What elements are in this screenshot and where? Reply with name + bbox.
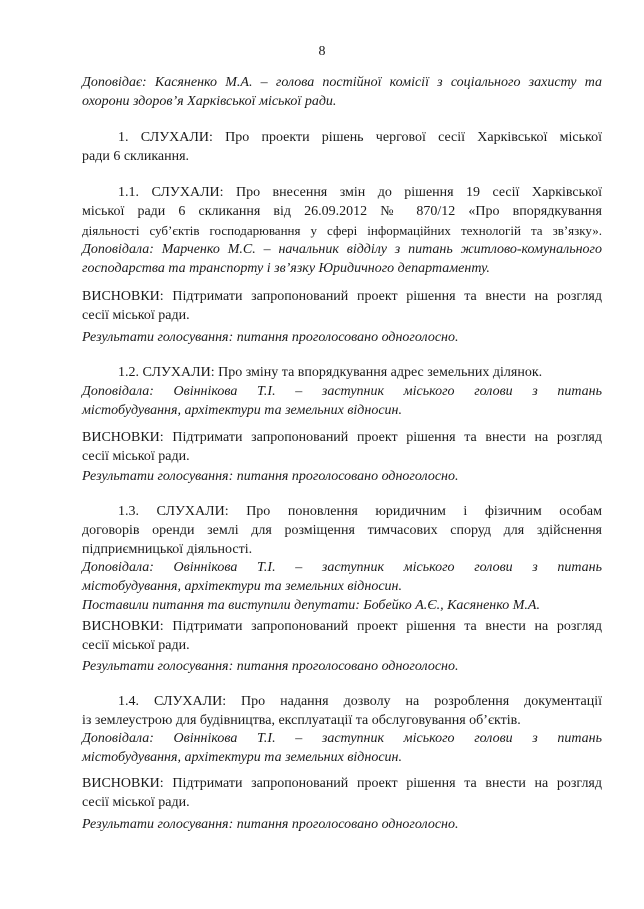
- s11-line-1: 1.1. СЛУХАЛИ: Про внесення змін до рішення 19 сесії Харківської: [118, 185, 602, 200]
- s13-line-2: договорів оренди землі для розміщення тимчасових споруд для здійснення: [82, 523, 602, 538]
- s12-conc-1: ВИСНОВКИ: Підтримати запропонований проект рішення та внести на розгляд: [82, 430, 602, 445]
- s11-conc-2: сесії міської ради.: [82, 308, 190, 323]
- section-1-3-heard: [82, 502, 602, 559]
- intro-speaker: [82, 73, 602, 111]
- section-1-4-result: [82, 815, 602, 834]
- section-1-2-heard: [82, 363, 602, 382]
- section-1-4-reporter: [82, 729, 602, 767]
- section-1-1-conclusion: [82, 287, 602, 325]
- s14-result: Результати голосування: питання проголосовано одноголосно.: [82, 817, 459, 832]
- s1-line-2: ради 6 скликання.: [82, 149, 190, 164]
- page-number: 8: [318, 44, 326, 59]
- s13-rep-1: Доповідала: Овіннікова Т.І. – заступник міського голови з питань: [82, 560, 602, 575]
- s14-conc-1: ВИСНОВКИ: Підтримати запропонований проект рішення та внести на розгляд: [82, 776, 602, 791]
- section-1-1-reporter: [82, 240, 602, 278]
- s12-conc-2: сесії міської ради.: [82, 449, 190, 464]
- s13-rep-2: містобудування, архітектури та земельних відносин.: [82, 579, 402, 594]
- section-1-2-conclusion: [82, 428, 602, 466]
- section-1-1-heard: [82, 183, 602, 240]
- s11-line-2: міської ради 6 скликання від 26.09.2012 № 870/12 «Про впорядкування: [82, 204, 602, 219]
- section-1-3-reporter: [82, 558, 602, 615]
- section-1-4-heard: [82, 692, 602, 730]
- s1-line-1: 1. СЛУХАЛИ: Про проекти рішень чергової сесії Харківської міської: [118, 130, 602, 145]
- section-1-3-result: [82, 657, 602, 676]
- intro-line-1: Доповідає: Касяненко М.А. – голова постійної комісії з соціального захисту та: [82, 75, 602, 90]
- section-1-1-result: [82, 328, 602, 347]
- s11-conc-1: ВИСНОВКИ: Підтримати запропонований проект рішення та внести на розгляд: [82, 289, 602, 304]
- s11-result: Результати голосування: питання проголосовано одноголосно.: [82, 330, 459, 345]
- s12-result: Результати голосування: питання проголосовано одноголосно.: [82, 469, 459, 484]
- s11-line-3: діяльності суб’єктів господарювання у сфері інформаційних технологій та зв’язку».: [82, 223, 602, 238]
- s11-rep-1: Доповідала: Марченко М.С. – начальник відділу з питань житлово-комунального: [82, 242, 602, 257]
- s13-conc-2: сесії міської ради.: [82, 638, 190, 653]
- intro-line-2: охорони здоров’я Харківської міської ради.: [82, 94, 337, 109]
- s12-line-1: 1.2. СЛУХАЛИ: Про зміну та впорядкування адрес земельних ділянок.: [118, 365, 543, 380]
- s12-rep-1: Доповідала: Овіннікова Т.І. – заступник міського голови з питань: [82, 384, 602, 399]
- s13-line-1: 1.3. СЛУХАЛИ: Про поновлення юридичним і фізичним особам: [118, 504, 602, 519]
- s11-rep-2: господарства та транспорту і зв’язку Юридичного департаменту.: [82, 261, 490, 276]
- s13-rep-3: Поставили питання та виступили депутати: Бобейко А.Є., Касяненко М.А.: [82, 598, 540, 613]
- s12-rep-2: містобудування, архітектури та земельних відносин.: [82, 403, 402, 418]
- s13-conc-1: ВИСНОВКИ: Підтримати запропонований проект рішення та внести на розгляд: [82, 619, 602, 634]
- s13-line-3: підприємницької діяльності.: [82, 542, 253, 557]
- s14-conc-2: сесії міської ради.: [82, 795, 190, 810]
- s14-line-2: із землеустрою для будівництва, експлуатації та обслуговування об’єктів.: [82, 713, 521, 728]
- s14-rep-2: містобудування, архітектури та земельних відносин.: [82, 750, 402, 765]
- section-1-2-result: [82, 467, 602, 486]
- s14-line-1: 1.4. СЛУХАЛИ: Про надання дозволу на розроблення документації: [118, 694, 602, 709]
- section-1-4-conclusion: [82, 774, 602, 812]
- s13-result: Результати голосування: питання проголосовано одноголосно.: [82, 659, 459, 674]
- section-1-heard: [82, 128, 602, 166]
- section-1-2-reporter: [82, 382, 602, 420]
- section-1-3-conclusion: [82, 617, 602, 655]
- s14-rep-1: Доповідала: Овіннікова Т.І. – заступник міського голови з питань: [82, 731, 602, 746]
